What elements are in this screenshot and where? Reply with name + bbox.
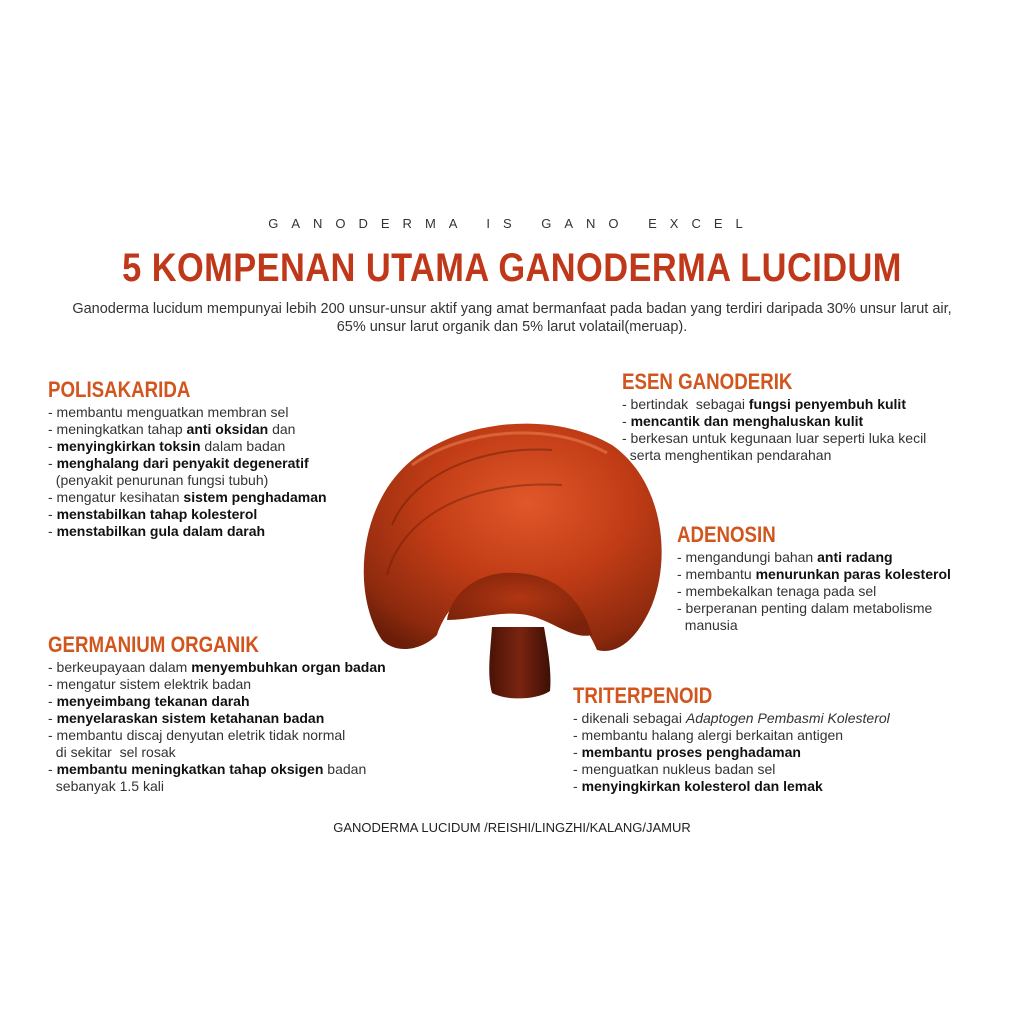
text: serta menghentikan pendarahan [622, 447, 832, 463]
list-esen-ganoderik [622, 396, 926, 464]
text: - mengatur sistem elektrik badan [48, 676, 252, 692]
text: - berkesan untuk kegunaan luar seperti luka kecil [622, 430, 927, 446]
text: - dikenali sebagai [573, 710, 686, 726]
text: - [573, 744, 582, 760]
bold-text: mencantik dan menghaluskan kulit [630, 413, 864, 429]
list-item [48, 744, 386, 761]
section-esen-ganoderik [622, 370, 926, 464]
text: - menguatkan nukleus badan sel [573, 761, 776, 777]
text: - mengandungi bahan [677, 549, 818, 565]
text: manusia [677, 617, 738, 633]
section-germanium-organik [48, 633, 386, 795]
text: - membantu menguatkan membran sel [48, 404, 289, 420]
list-item [622, 430, 926, 447]
bold-text: anti radang [817, 549, 893, 565]
list-polisakarida [48, 404, 327, 540]
text: - bertindak sebagai [622, 396, 749, 412]
list-item [48, 404, 327, 421]
list-adenosin [677, 549, 951, 634]
text: dan [268, 421, 296, 437]
text: - [48, 455, 57, 471]
bold-text: menyingkirkan kolesterol dan lemak [581, 778, 823, 794]
bold-text: menghalang dari penyakit degeneratif [56, 455, 309, 471]
text: - membantu [677, 566, 756, 582]
intro-paragraph: Ganoderma lucidum mempunyai lebih 200 unsur-unsur aktif yang amat bermanfaat pada badan yang terdiri daripada 30% unsur larut air, 65% unsur larut organik dan 5% larut volatail(meruap). [72, 301, 952, 335]
list-item [677, 566, 951, 583]
list-item [622, 396, 926, 413]
section-adenosin [677, 523, 951, 634]
text: dalam badan [200, 438, 286, 454]
list-item [48, 455, 327, 472]
text: - [573, 778, 582, 794]
text: di sekitar sel rosak [48, 744, 176, 760]
text: (penyakit penurunan fungsi tubuh) [48, 472, 269, 488]
italic-text: Adaptogen Pembasmi Kolesterol [685, 710, 890, 726]
bold-text: membantu meningkatkan tahap oksigen [56, 761, 324, 777]
bold-text: menyelaraskan sistem ketahanan badan [56, 710, 325, 726]
bold-text: menstabilkan gula dalam darah [56, 523, 266, 539]
text: - [48, 506, 57, 522]
text: - berperanan penting dalam metabolisme [677, 600, 933, 616]
bold-text: membantu proses penghadaman [581, 744, 801, 760]
list-item [48, 523, 327, 540]
bold-text: fungsi penyembuh kulit [748, 396, 906, 412]
section-triterpenoid [573, 684, 890, 795]
list-item [48, 659, 386, 676]
list-item [48, 506, 327, 523]
section-polisakarida [48, 378, 327, 540]
text: - membekalkan tenaga pada sel [677, 583, 877, 599]
text: - [48, 523, 57, 539]
text: sebanyak 1.5 kali [48, 778, 164, 794]
list-item [48, 472, 327, 489]
section-title-polisakarida: POLISAKARIDA [48, 377, 191, 402]
text: - berkeupayaan dalam [48, 659, 192, 675]
bold-text: sistem penghadaman [183, 489, 327, 505]
list-triterpenoid [573, 710, 890, 795]
list-item [622, 413, 926, 430]
list-item [48, 710, 386, 727]
text: badan [323, 761, 367, 777]
list-item [677, 583, 951, 600]
list-item [48, 778, 386, 795]
text: - mengatur kesihatan [48, 489, 184, 505]
tagline: GANODERMA IS GANO EXCEL [268, 216, 756, 231]
list-item [677, 617, 951, 634]
bold-text: menyeimbang tekanan darah [56, 693, 250, 709]
list-item [48, 438, 327, 455]
footer-names: GANODERMA LUCIDUM /REISHI/LINGZHI/KALANG/JAMUR [333, 820, 691, 835]
list-item [677, 549, 951, 566]
list-item [677, 600, 951, 617]
bold-text: anti oksidan [186, 421, 269, 437]
section-title-adenosin: ADENOSIN [677, 522, 776, 547]
list-item [48, 761, 386, 778]
bold-text: menurunkan paras kolesterol [755, 566, 951, 582]
list-item [573, 710, 890, 727]
section-title-esen-ganoderik: ESEN GANODERIK [622, 369, 793, 394]
list-item [573, 727, 890, 744]
page-title: 5 KOMPENAN UTAMA GANODERMA LUCIDUM [122, 246, 902, 290]
list-item [48, 693, 386, 710]
bold-text: menstabilkan tahap kolesterol [56, 506, 258, 522]
text: - meningkatkan tahap [48, 421, 187, 437]
bold-text: menyingkirkan toksin [56, 438, 201, 454]
text: - [622, 413, 631, 429]
list-item [622, 447, 926, 464]
text: - membantu halang alergi berkaitan antigen [573, 727, 844, 743]
section-title-triterpenoid: TRITERPENOID [573, 683, 713, 708]
list-item [573, 744, 890, 761]
list-item [48, 421, 327, 438]
text: - membantu discaj denyutan eletrik tidak normal [48, 727, 346, 743]
list-item [48, 489, 327, 506]
text: - [48, 438, 57, 454]
text: - [48, 710, 57, 726]
bold-text: menyembuhkan organ badan [191, 659, 386, 675]
list-germanium-organik [48, 659, 386, 795]
list-item [48, 727, 386, 744]
text: - [48, 761, 57, 777]
list-item [573, 778, 890, 795]
section-title-germanium-organik: GERMANIUM ORGANIK [48, 632, 259, 657]
text: - [48, 693, 57, 709]
list-item [48, 676, 386, 693]
list-item [573, 761, 890, 778]
